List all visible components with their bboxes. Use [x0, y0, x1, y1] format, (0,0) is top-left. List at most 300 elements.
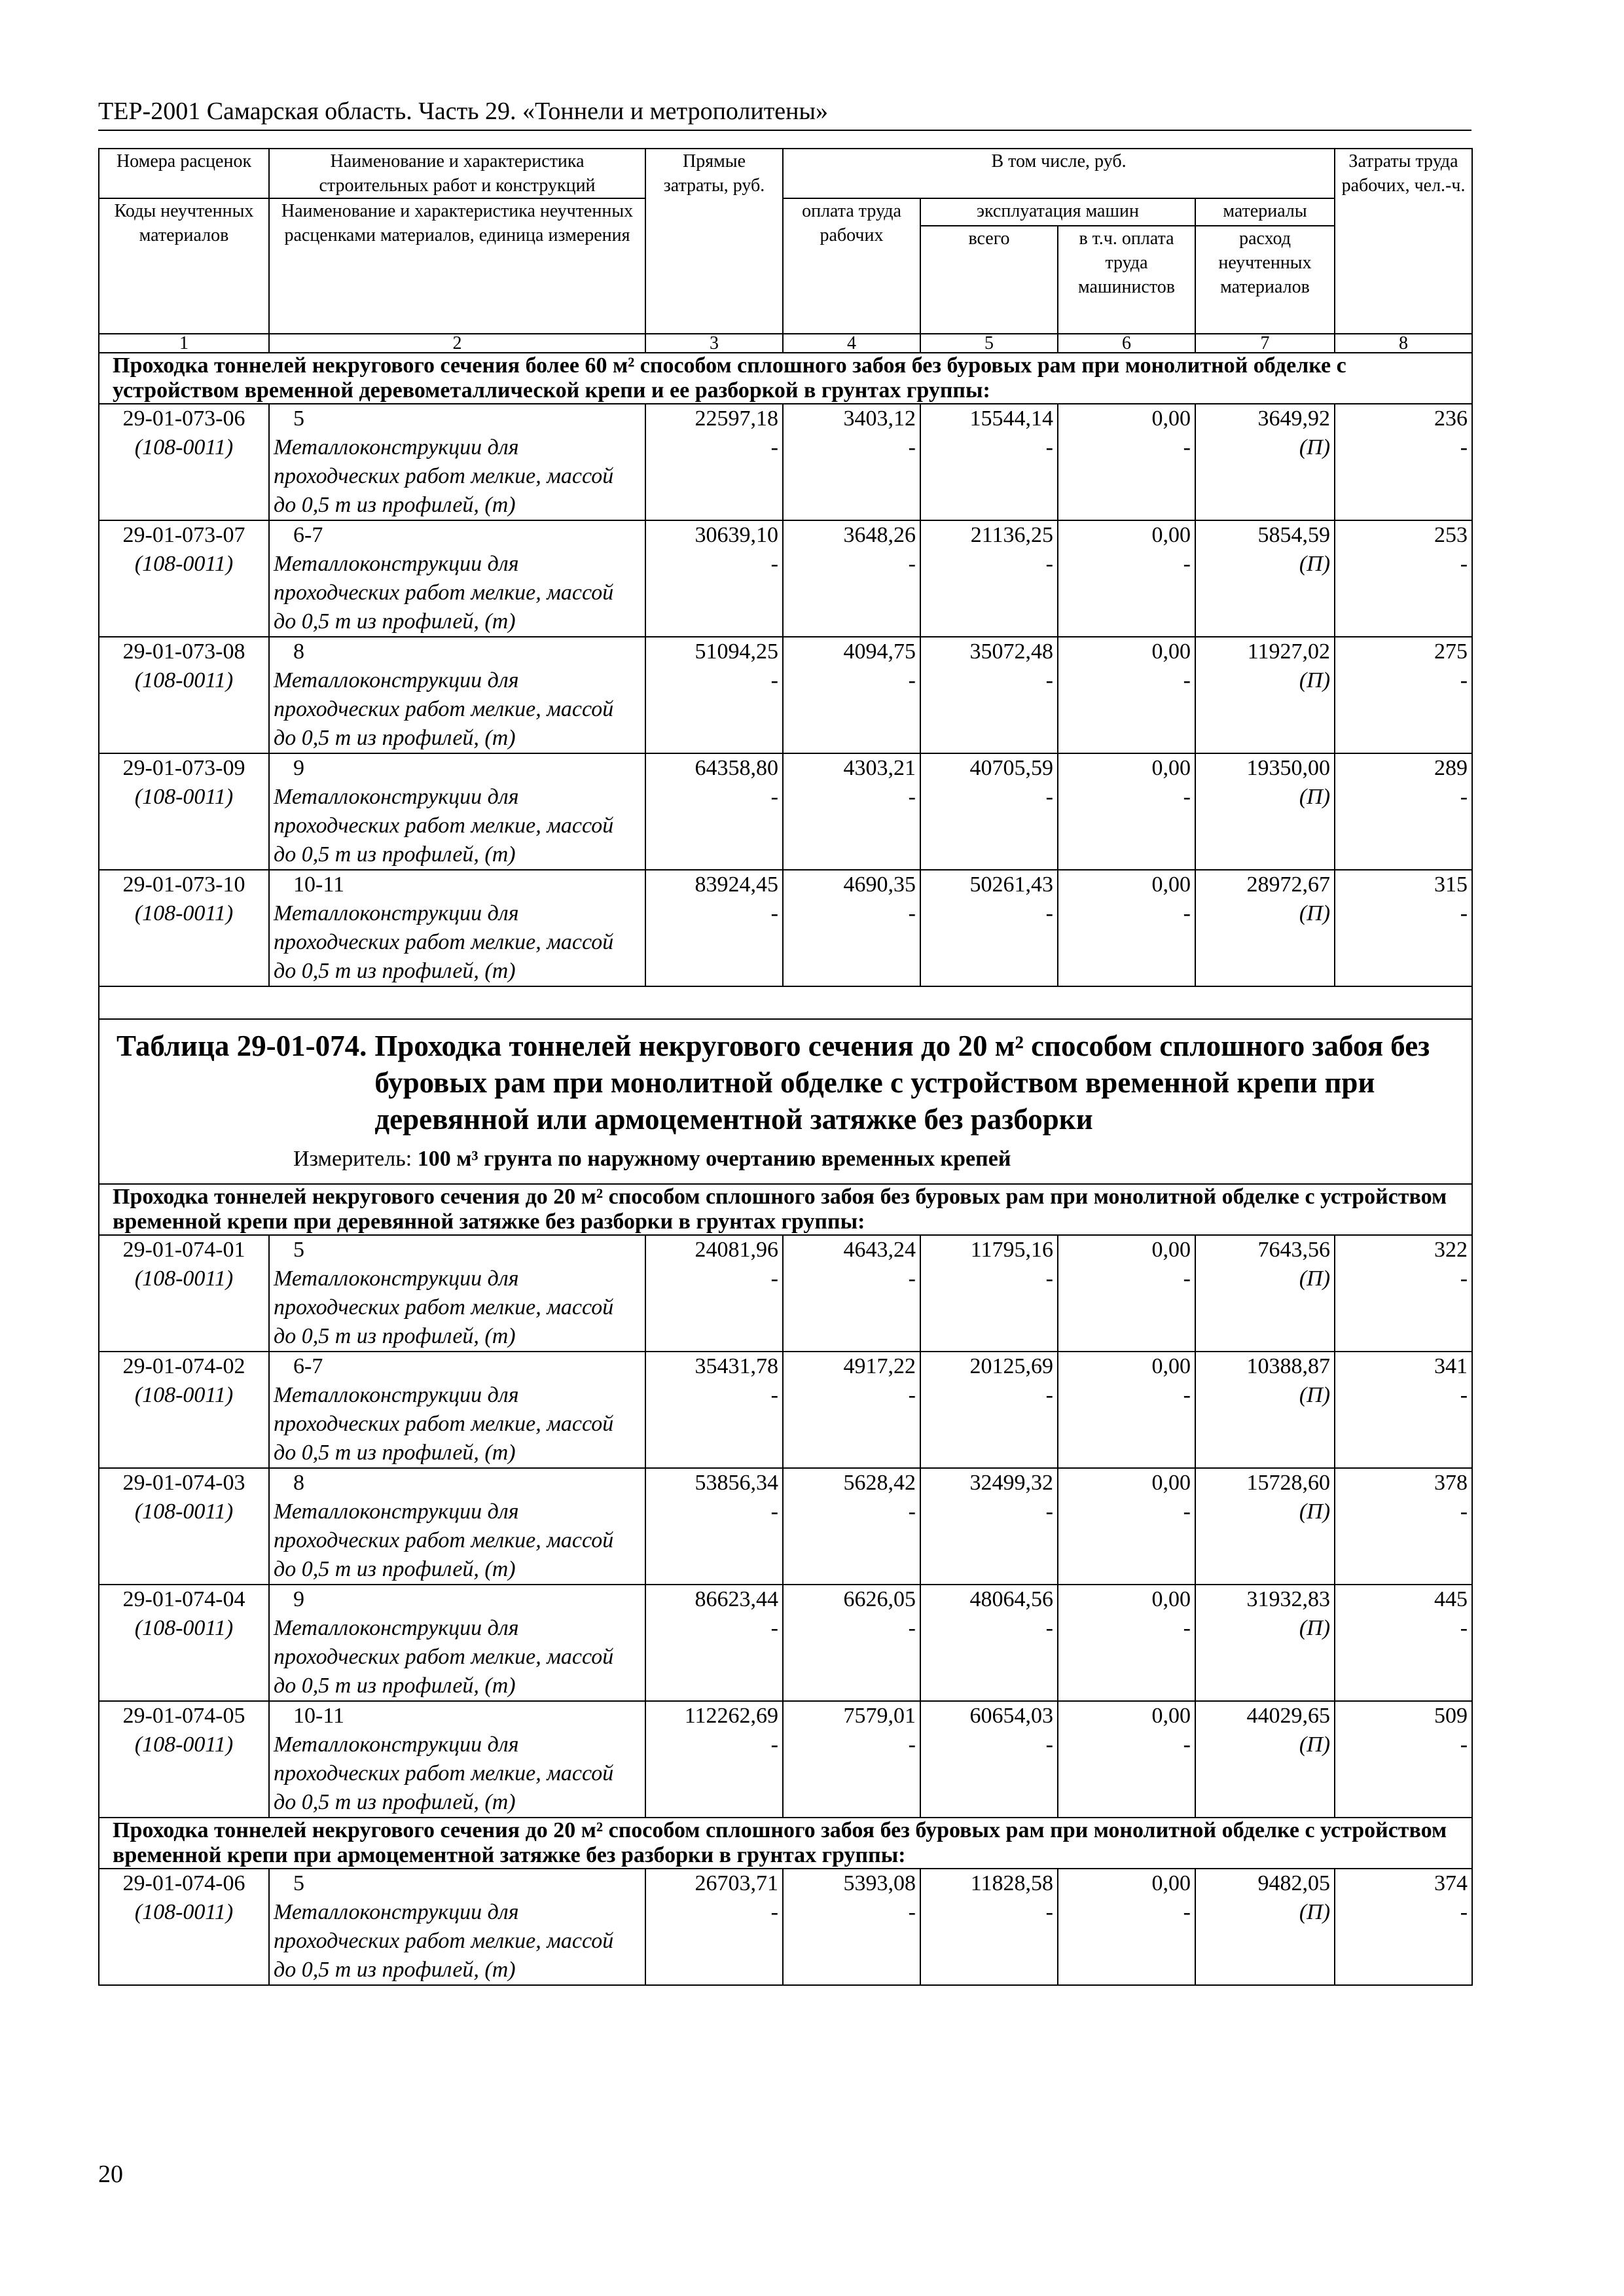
soil-group: 6-7 — [293, 523, 323, 547]
machines-total-value: 15544,14 — [969, 406, 1053, 431]
col-number: 7 — [1195, 334, 1335, 353]
materials-cell — [1195, 520, 1335, 637]
materials-value: 19350,00 — [1246, 756, 1331, 780]
direct-cost-value: 53856,34 — [695, 1471, 778, 1495]
labor-pay-cell — [783, 1585, 920, 1701]
soil-group: 9 — [293, 1587, 304, 1611]
material-name: Металлоконструкции для проходческих работ мелкие, массой до 0,5 т из профилей, (т) — [274, 1499, 614, 1581]
col-number: 2 — [269, 334, 645, 353]
rate-code: 29-01-074-05 — [122, 1704, 245, 1728]
labor-pay-value: 5628,42 — [843, 1471, 916, 1495]
material-name: Металлоконструкции для проходческих работ мелкие, массой до 0,5 т из профилей, (т) — [274, 785, 614, 867]
rate-code-cell — [99, 1701, 269, 1818]
dash: - — [1460, 1732, 1468, 1757]
material-name: Металлоконструкции для проходческих работ мелкие, массой до 0,5 т из профилей, (т) — [274, 901, 614, 983]
machines-total-value: 48064,56 — [969, 1587, 1053, 1611]
dash: - — [1460, 1900, 1468, 1924]
labor-pay-value: 4917,22 — [843, 1354, 916, 1378]
col-number: 4 — [783, 334, 920, 353]
direct-cost-cell — [645, 520, 783, 637]
materials-note: (П) — [1299, 1616, 1331, 1640]
dash: - — [1460, 785, 1468, 809]
materials-cell — [1195, 870, 1335, 986]
material-name: Металлоконструкции для проходческих работ мелкие, массой до 0,5 т из профилей, (т) — [274, 1266, 614, 1348]
machinists-pay-cell — [1058, 753, 1195, 870]
labor-pay-cell — [783, 637, 920, 753]
dash: - — [908, 1499, 916, 1524]
soil-group: 9 — [293, 756, 304, 780]
labor-hours-value: 315 — [1434, 872, 1468, 897]
dash: - — [1460, 1383, 1468, 1407]
col3-header: Прямые затраты, руб. — [645, 149, 783, 334]
dash: - — [1183, 785, 1191, 809]
direct-cost-cell — [645, 1869, 783, 1985]
col1-bottom-header: Коды неучтенных материалов — [99, 198, 269, 334]
dash: - — [1460, 668, 1468, 692]
measure-line — [117, 1147, 1454, 1172]
direct-cost-value: 35431,78 — [695, 1354, 778, 1378]
dash: - — [1183, 1499, 1191, 1524]
machinists-pay-value: 0,00 — [1151, 872, 1191, 897]
dash: - — [1045, 1266, 1053, 1291]
materials-cell — [1195, 404, 1335, 520]
rate-code: 29-01-073-10 — [122, 872, 245, 897]
dash: - — [1460, 435, 1468, 459]
direct-cost-value: 51094,25 — [695, 639, 778, 664]
machinists-pay-cell — [1058, 1585, 1195, 1701]
direct-cost-value: 26703,71 — [695, 1871, 778, 1895]
material-code: (108-0011) — [134, 1383, 234, 1407]
soil-group: 5 — [293, 1238, 304, 1262]
machines-total-value: 11795,16 — [970, 1238, 1053, 1262]
spacer-row — [99, 986, 1472, 1019]
dash: - — [770, 1616, 778, 1640]
dash: - — [770, 1900, 778, 1924]
section-heading: Проходка тоннелей некругового сечения до 20 м² способом сплошного забоя без буровых рам при монолитной обделке с устройством временной крепи при деревянной затяжке без разборки в грунтах группы: — [99, 1184, 1472, 1235]
materials-note: (П) — [1299, 1732, 1331, 1757]
dash: - — [908, 552, 916, 576]
rate-code-cell — [99, 1869, 269, 1985]
labor-pay-cell — [783, 870, 920, 986]
machines-total-cell — [920, 753, 1058, 870]
rate-code-cell — [99, 870, 269, 986]
material-name: Металлоконструкции для проходческих работ мелкие, массой до 0,5 т из профилей, (т) — [274, 1732, 614, 1814]
labor-pay-cell — [783, 753, 920, 870]
labor-hours-value: 378 — [1434, 1471, 1468, 1495]
description-cell — [269, 753, 645, 870]
dash: - — [1183, 435, 1191, 459]
section-heading: Проходка тоннелей некругового сечения до 20 м² способом сплошного забоя без буровых рам при монолитной обделке с устройством временной крепи при армоцементной затяжке без разборки в грунтах группы: — [99, 1818, 1472, 1869]
dash: - — [908, 1266, 916, 1291]
material-name: Металлоконструкции для проходческих работ мелкие, массой до 0,5 т из профилей, (т) — [274, 552, 614, 634]
col5-header: всего — [920, 226, 1058, 334]
dash: - — [1045, 1499, 1053, 1524]
rate-code: 29-01-073-09 — [122, 756, 245, 780]
soil-group: 8 — [293, 1471, 304, 1495]
dash: - — [908, 668, 916, 692]
col4-header: оплата труда рабочих — [783, 198, 920, 334]
labor-hours-value: 289 — [1434, 756, 1468, 780]
dash: - — [770, 785, 778, 809]
col-number: 6 — [1058, 334, 1195, 353]
labor-hours-cell — [1335, 1352, 1472, 1468]
measure-value: 100 м³ грунта по наружному очертанию временных крепей — [417, 1147, 1011, 1171]
rate-code: 29-01-074-02 — [122, 1354, 245, 1378]
labor-hours-cell — [1335, 637, 1472, 753]
direct-cost-value: 86623,44 — [695, 1587, 778, 1611]
table-row — [99, 520, 1472, 637]
materials-cell — [1195, 1869, 1335, 1985]
direct-cost-cell — [645, 1701, 783, 1818]
direct-cost-value: 83924,45 — [695, 872, 778, 897]
labor-pay-value: 4094,75 — [843, 639, 916, 664]
dash: - — [770, 901, 778, 925]
machines-total-value: 20125,69 — [969, 1354, 1053, 1378]
labor-pay-value: 6626,05 — [843, 1587, 916, 1611]
machines-header: эксплуатация машин — [920, 198, 1195, 226]
rate-code: 29-01-073-07 — [122, 523, 245, 547]
material-code: (108-0011) — [134, 552, 234, 576]
material-name: Металлоконструкции для проходческих работ мелкие, массой до 0,5 т из профилей, (т) — [274, 1900, 614, 1982]
description-cell — [269, 404, 645, 520]
materials-value: 5854,59 — [1257, 523, 1331, 547]
materials-cell — [1195, 1585, 1335, 1701]
rate-code-cell — [99, 753, 269, 870]
section-074-timber — [99, 1184, 1472, 1818]
materials-value: 3649,92 — [1257, 406, 1331, 431]
labor-hours-cell — [1335, 1869, 1472, 1985]
labor-hours-value: 445 — [1434, 1587, 1468, 1611]
col7-header: расход неучтенных материалов — [1195, 226, 1335, 334]
col-number: 5 — [920, 334, 1058, 353]
material-name: Металлоконструкции для проходческих работ мелкие, массой до 0,5 т из профилей, (т) — [274, 1383, 614, 1465]
machines-total-cell — [920, 1235, 1058, 1352]
machines-total-cell — [920, 1701, 1058, 1818]
machinists-pay-cell — [1058, 1235, 1195, 1352]
materials-cell — [1195, 1701, 1335, 1818]
material-code: (108-0011) — [134, 1266, 234, 1291]
direct-cost-value: 24081,96 — [695, 1238, 778, 1262]
labor-hours-cell — [1335, 520, 1472, 637]
labor-pay-value: 3648,26 — [843, 523, 916, 547]
material-code: (108-0011) — [134, 668, 234, 692]
direct-cost-cell — [645, 870, 783, 986]
labor-pay-cell — [783, 1468, 920, 1585]
labor-pay-value: 4690,35 — [843, 872, 916, 897]
table-row — [99, 1585, 1472, 1701]
machinists-pay-value: 0,00 — [1151, 523, 1191, 547]
col1-top-header: Номера расценок — [99, 149, 269, 198]
description-cell — [269, 1468, 645, 1585]
machines-total-cell — [920, 637, 1058, 753]
dash: - — [770, 435, 778, 459]
dash: - — [1045, 901, 1053, 925]
table-074-title-block — [99, 1019, 1472, 1184]
dash: - — [1045, 1900, 1053, 1924]
machines-total-value: 11828,58 — [970, 1871, 1053, 1895]
col6-header: в т.ч. оплата труда машинистов — [1058, 226, 1195, 334]
materials-value: 44029,65 — [1246, 1704, 1331, 1728]
labor-hours-value: 374 — [1434, 1871, 1468, 1895]
material-code: (108-0011) — [134, 1732, 234, 1757]
machines-total-value: 35072,48 — [969, 639, 1053, 664]
dash: - — [908, 1616, 916, 1640]
materials-note: (П) — [1299, 1499, 1331, 1524]
dash: - — [908, 901, 916, 925]
materials-value: 31932,83 — [1246, 1587, 1331, 1611]
rate-code-cell — [99, 1468, 269, 1585]
dash: - — [908, 1732, 916, 1757]
labor-pay-cell — [783, 1701, 920, 1818]
labor-hours-value: 253 — [1434, 523, 1468, 547]
labor-pay-cell — [783, 1235, 920, 1352]
material-code: (108-0011) — [134, 901, 234, 925]
dash: - — [1045, 1732, 1053, 1757]
table-row — [99, 1468, 1472, 1585]
direct-cost-value: 64358,80 — [695, 756, 778, 780]
labor-hours-cell — [1335, 1468, 1472, 1585]
direct-cost-cell — [645, 1468, 783, 1585]
machines-total-value: 60654,03 — [969, 1704, 1053, 1728]
machines-total-cell — [920, 404, 1058, 520]
section-074-ferrocement — [99, 1818, 1472, 1985]
machines-total-value: 32499,32 — [969, 1471, 1053, 1495]
labor-pay-cell — [783, 1869, 920, 1985]
machinists-pay-value: 0,00 — [1151, 1587, 1191, 1611]
material-code: (108-0011) — [134, 435, 234, 459]
page-header: ТЕР-2001 Самарская область. Часть 29. «Тоннели и метрополитены» — [98, 98, 829, 125]
materials-note: (П) — [1299, 668, 1331, 692]
dash: - — [1183, 1383, 1191, 1407]
machinists-pay-value: 0,00 — [1151, 639, 1191, 664]
rate-code-cell — [99, 1352, 269, 1468]
rate-code-cell — [99, 1235, 269, 1352]
labor-hours-value: 341 — [1434, 1354, 1468, 1378]
materials-cell — [1195, 637, 1335, 753]
machines-total-cell — [920, 1468, 1058, 1585]
labor-hours-cell — [1335, 1235, 1472, 1352]
rate-code-cell — [99, 404, 269, 520]
machinists-pay-cell — [1058, 520, 1195, 637]
dash: - — [1045, 1383, 1053, 1407]
rate-code: 29-01-074-06 — [122, 1871, 245, 1895]
dash: - — [1183, 1616, 1191, 1640]
materials-cell — [1195, 1235, 1335, 1352]
dash: - — [1045, 785, 1053, 809]
materials-note: (П) — [1299, 1383, 1331, 1407]
machinists-pay-value: 0,00 — [1151, 1354, 1191, 1378]
labor-pay-value: 5393,08 — [843, 1871, 916, 1895]
materials-value: 15728,60 — [1246, 1471, 1331, 1495]
dash: - — [770, 552, 778, 576]
incl-header: В том числе, руб. — [783, 149, 1335, 198]
dash: - — [1183, 1266, 1191, 1291]
materials-header: материалы — [1195, 198, 1335, 226]
direct-cost-cell — [645, 1585, 783, 1701]
materials-value: 9482,05 — [1257, 1871, 1331, 1895]
direct-cost-cell — [645, 753, 783, 870]
materials-note: (П) — [1299, 785, 1331, 809]
dash: - — [908, 1900, 916, 1924]
dash: - — [1183, 1732, 1191, 1757]
soil-group: 8 — [293, 639, 304, 664]
soil-group: 5 — [293, 1871, 304, 1895]
labor-hours-cell — [1335, 1585, 1472, 1701]
machinists-pay-value: 0,00 — [1151, 1704, 1191, 1728]
machines-total-value: 40705,59 — [969, 756, 1053, 780]
machinists-pay-cell — [1058, 1352, 1195, 1468]
materials-value: 28972,67 — [1246, 872, 1331, 897]
labor-hours-value: 236 — [1434, 406, 1468, 431]
page-number: 20 — [98, 2161, 123, 2188]
materials-note: (П) — [1299, 1266, 1331, 1291]
machines-total-cell — [920, 520, 1058, 637]
materials-value: 10388,87 — [1246, 1354, 1331, 1378]
dash: - — [908, 785, 916, 809]
dash: - — [770, 1499, 778, 1524]
col2-top-header: Наименование и характеристика строительных работ и конструкций — [269, 149, 645, 198]
description-cell — [269, 870, 645, 986]
labor-hours-cell — [1335, 404, 1472, 520]
dash: - — [1183, 901, 1191, 925]
table-row — [99, 637, 1472, 753]
labor-hours-value: 322 — [1434, 1238, 1468, 1262]
dash: - — [1045, 1616, 1053, 1640]
direct-cost-cell — [645, 1352, 783, 1468]
dash: - — [1183, 552, 1191, 576]
labor-hours-cell — [1335, 753, 1472, 870]
dash: - — [1460, 1499, 1468, 1524]
machines-total-cell — [920, 1352, 1058, 1468]
col2-bottom-header: Наименование и характеристика неучтенных расценками материалов, единица измерения — [269, 198, 645, 334]
soil-group: 5 — [293, 406, 304, 431]
table-row — [99, 1701, 1472, 1818]
rate-code: 29-01-073-08 — [122, 639, 245, 664]
table-title-cell — [99, 1019, 1472, 1184]
direct-cost-cell — [645, 404, 783, 520]
materials-value: 11927,02 — [1247, 639, 1331, 664]
dash: - — [1460, 901, 1468, 925]
machines-total-cell — [920, 1585, 1058, 1701]
description-cell — [269, 1869, 645, 1985]
description-cell — [269, 1235, 645, 1352]
col8-header: Затраты труда рабочих, чел.-ч. — [1335, 149, 1472, 334]
materials-note: (П) — [1299, 1900, 1331, 1924]
material-name: Металлоконструкции для проходческих работ мелкие, массой до 0,5 т из профилей, (т) — [274, 668, 614, 750]
machinists-pay-cell — [1058, 637, 1195, 753]
rate-code-cell — [99, 520, 269, 637]
labor-pay-value: 7579,01 — [843, 1704, 916, 1728]
rates-table — [98, 148, 1473, 1986]
table-row — [99, 404, 1472, 520]
dash: - — [1183, 1900, 1191, 1924]
machinists-pay-value: 0,00 — [1151, 1238, 1191, 1262]
direct-cost-value: 30639,10 — [695, 523, 778, 547]
rate-code-cell — [99, 637, 269, 753]
materials-note: (П) — [1299, 901, 1331, 925]
dash: - — [908, 1383, 916, 1407]
machinists-pay-cell — [1058, 1701, 1195, 1818]
rate-code: 29-01-073-06 — [122, 406, 245, 431]
materials-note: (П) — [1299, 552, 1331, 576]
labor-pay-value: 3403,12 — [843, 406, 916, 431]
dash: - — [770, 1383, 778, 1407]
dash: - — [908, 435, 916, 459]
materials-value: 7643,56 — [1257, 1238, 1331, 1262]
materials-cell — [1195, 1352, 1335, 1468]
direct-cost-cell — [645, 637, 783, 753]
section-heading: Проходка тоннелей некругового сечения более 60 м² способом сплошного забоя без буровых рам при монолитной обделке с устройством временной деревометаллической крепи и ее разборкой в грунтах группы: — [99, 353, 1472, 404]
materials-cell — [1195, 753, 1335, 870]
soil-group: 6-7 — [293, 1354, 323, 1378]
col-number: 8 — [1335, 334, 1472, 353]
dash: - — [1045, 552, 1053, 576]
labor-pay-value: 4643,24 — [843, 1238, 916, 1262]
machinists-pay-value: 0,00 — [1151, 756, 1191, 780]
labor-hours-cell — [1335, 870, 1472, 986]
labor-pay-cell — [783, 520, 920, 637]
machines-total-cell — [920, 1869, 1058, 1985]
dash: - — [1045, 435, 1053, 459]
description-cell — [269, 520, 645, 637]
machines-total-value: 50261,43 — [969, 872, 1053, 897]
direct-cost-value: 112262,69 — [684, 1704, 778, 1728]
table-row — [99, 1235, 1472, 1352]
machines-total-cell — [920, 870, 1058, 986]
soil-group: 10-11 — [293, 872, 345, 897]
rate-code: 29-01-074-04 — [122, 1587, 245, 1611]
dash: - — [770, 1266, 778, 1291]
material-code: (108-0011) — [134, 1499, 234, 1524]
dash: - — [1460, 1266, 1468, 1291]
col-number: 1 — [99, 334, 269, 353]
section-073 — [99, 353, 1472, 1019]
labor-pay-value: 4303,21 — [843, 756, 916, 780]
labor-hours-value: 509 — [1434, 1704, 1468, 1728]
material-name: Металлоконструкции для проходческих работ мелкие, массой до 0,5 т из профилей, (т) — [274, 435, 614, 517]
machinists-pay-value: 0,00 — [1151, 1871, 1191, 1895]
table-title-number: Таблица 29-01-074. — [117, 1030, 367, 1062]
labor-hours-value: 275 — [1434, 639, 1468, 664]
rate-code: 29-01-074-01 — [122, 1238, 245, 1262]
material-code: (108-0011) — [134, 1900, 234, 1924]
machinists-pay-cell — [1058, 404, 1195, 520]
material-name: Металлоконструкции для проходческих работ мелкие, массой до 0,5 т из профилей, (т) — [274, 1616, 614, 1698]
material-code: (108-0011) — [134, 1616, 234, 1640]
machinists-pay-cell — [1058, 1869, 1195, 1985]
table-title — [117, 1028, 1454, 1138]
dash: - — [1045, 668, 1053, 692]
dash: - — [1183, 668, 1191, 692]
col-number: 3 — [645, 334, 783, 353]
dash: - — [1460, 552, 1468, 576]
labor-pay-cell — [783, 404, 920, 520]
header-rule — [98, 130, 1471, 131]
soil-group: 10-11 — [293, 1704, 345, 1728]
direct-cost-value: 22597,18 — [695, 406, 778, 431]
dash: - — [770, 1732, 778, 1757]
machines-total-value: 21136,25 — [970, 523, 1053, 547]
materials-cell — [1195, 1468, 1335, 1585]
machinists-pay-cell — [1058, 870, 1195, 986]
labor-pay-cell — [783, 1352, 920, 1468]
material-code: (108-0011) — [134, 785, 234, 809]
machinists-pay-value: 0,00 — [1151, 1471, 1191, 1495]
dash: - — [770, 668, 778, 692]
table-row — [99, 1869, 1472, 1985]
rate-code: 29-01-074-03 — [122, 1471, 245, 1495]
description-cell — [269, 637, 645, 753]
